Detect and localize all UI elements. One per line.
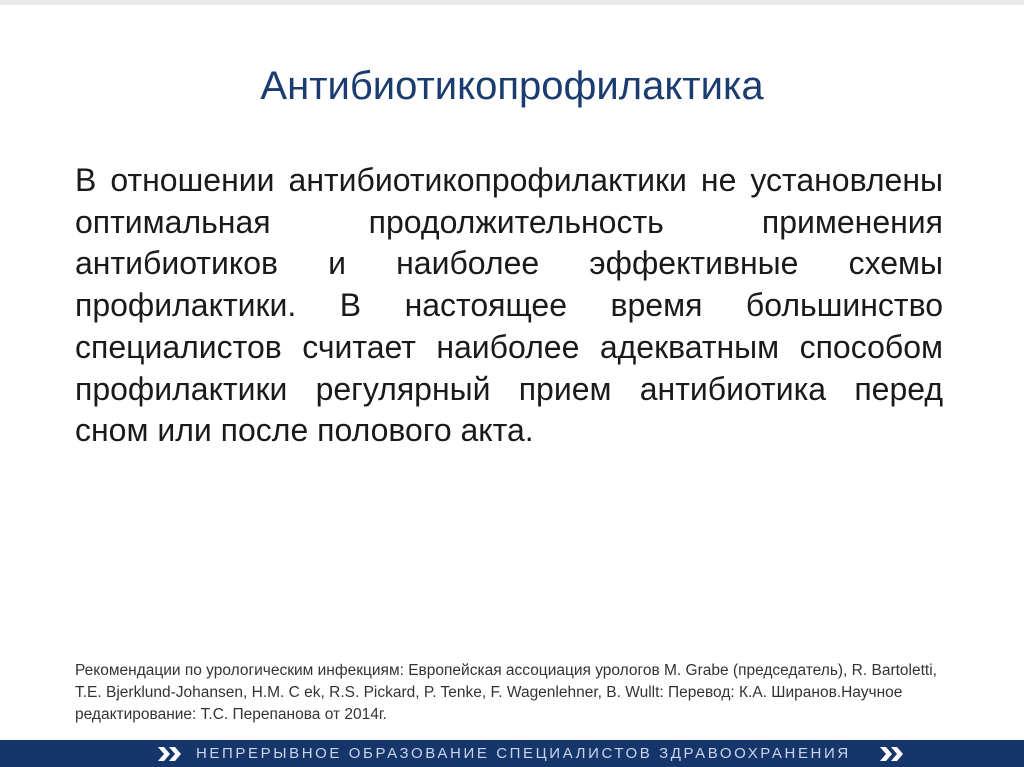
footer-bar <box>0 740 1024 767</box>
slide-title: Антибиотикопрофилактика <box>260 64 764 108</box>
double-chevron-right-icon <box>880 747 904 761</box>
footer-text: НЕПРЕРЫВНОЕ ОБРАЗОВАНИЕ СПЕЦИАЛИСТОВ ЗДРАВООХРАНЕНИЯ <box>196 745 851 762</box>
reference-note: Рекомендации по урологическим инфекциям: Европейская ассоциация урологов M. Grabe (председатель), R. Bartoletti, T.E. Bjerklund-Johansen, H.M. C ek, R.S. Pickard, P. Tenke, F. Wagenlehner, B. Wullt: Перевод: К.А. Ширанов.Научное редактирование: Т.С. Перепанова от 2014г. <box>75 662 937 723</box>
body-paragraph: В отношении антибиотикопрофилактики не установлены оптимальная продолжительность применения антибиотиков и наиболее эффективные схемы профилактики. В настоящее время большинство специалистов считает наиболее адекватным способом профилактики регулярный прием антибиотика перед сном или после полового акта. <box>75 162 943 449</box>
double-chevron-right-icon <box>158 747 182 761</box>
top-border <box>0 0 1024 5</box>
